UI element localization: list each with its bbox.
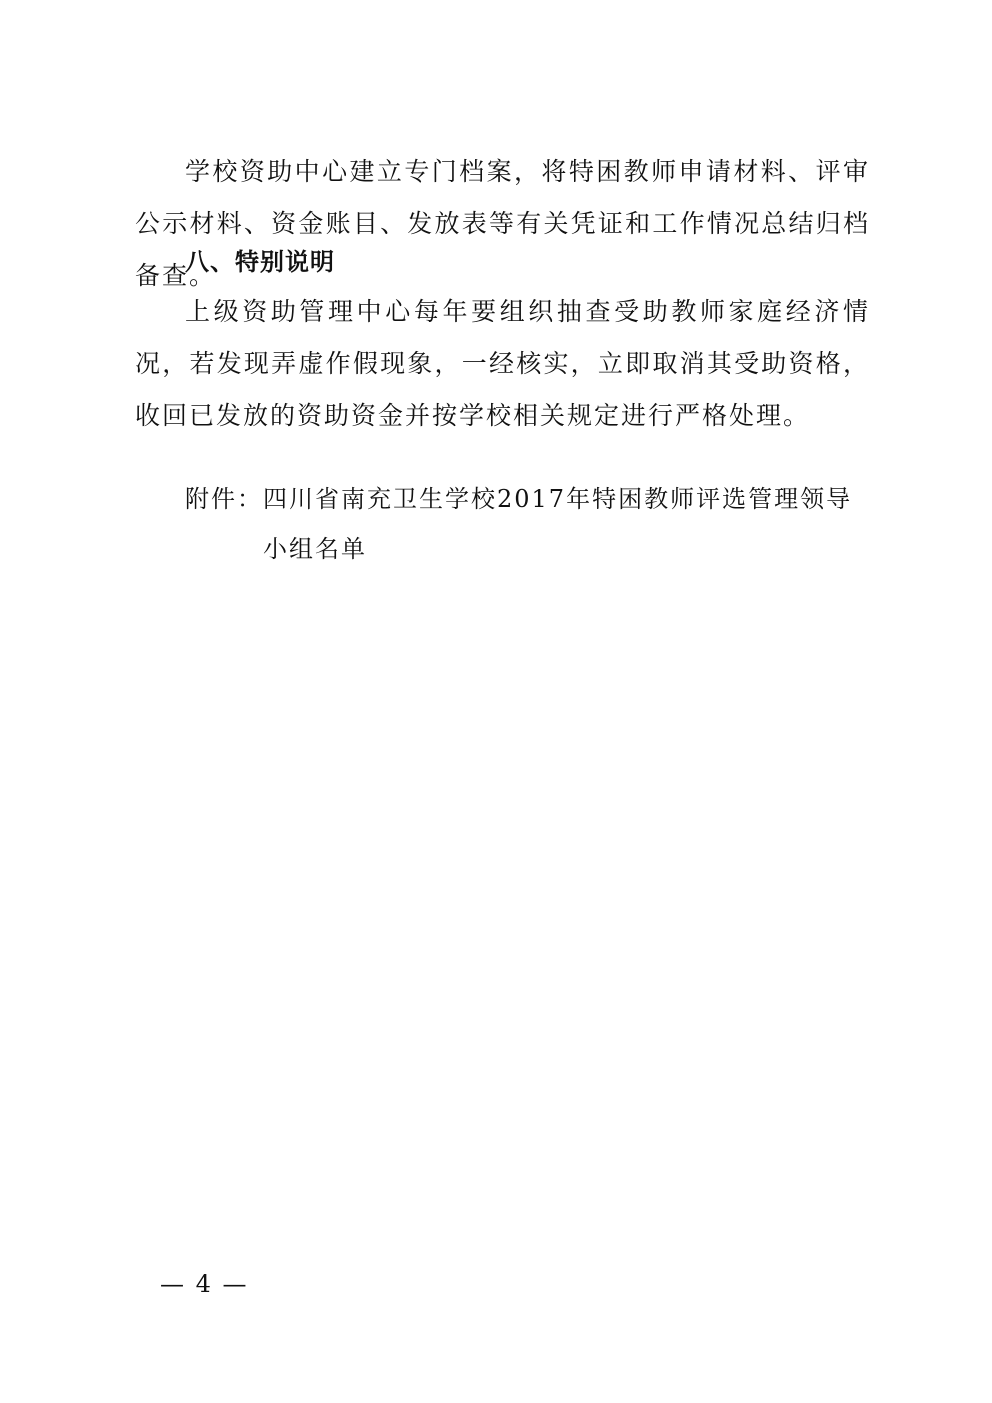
attachment-block [185,474,875,574]
archive-paragraph: 学校资助中心建立专门档案，将特困教师申请材料、评审公示材料、资金账目、发放表等有关凭证和工作情况总结归档备查。 [135,157,870,290]
section-heading: 八、特别说明 [185,248,335,276]
special-note-paragraph: 上级资助管理中心每年要组织抽查受助教师家庭经济情况，若发现弄虚作假现象，一经核实，立即取消其受助资格，收回已发放的资助资金并按学校相关规定进行严格处理。 [135,297,870,430]
attachment-text: 四川省南充卫生学校2017年特困教师评选管理领导小组名单 [263,485,853,563]
page-number: — 4 — [160,1270,249,1298]
attachment-label: 附件： [185,485,263,513]
